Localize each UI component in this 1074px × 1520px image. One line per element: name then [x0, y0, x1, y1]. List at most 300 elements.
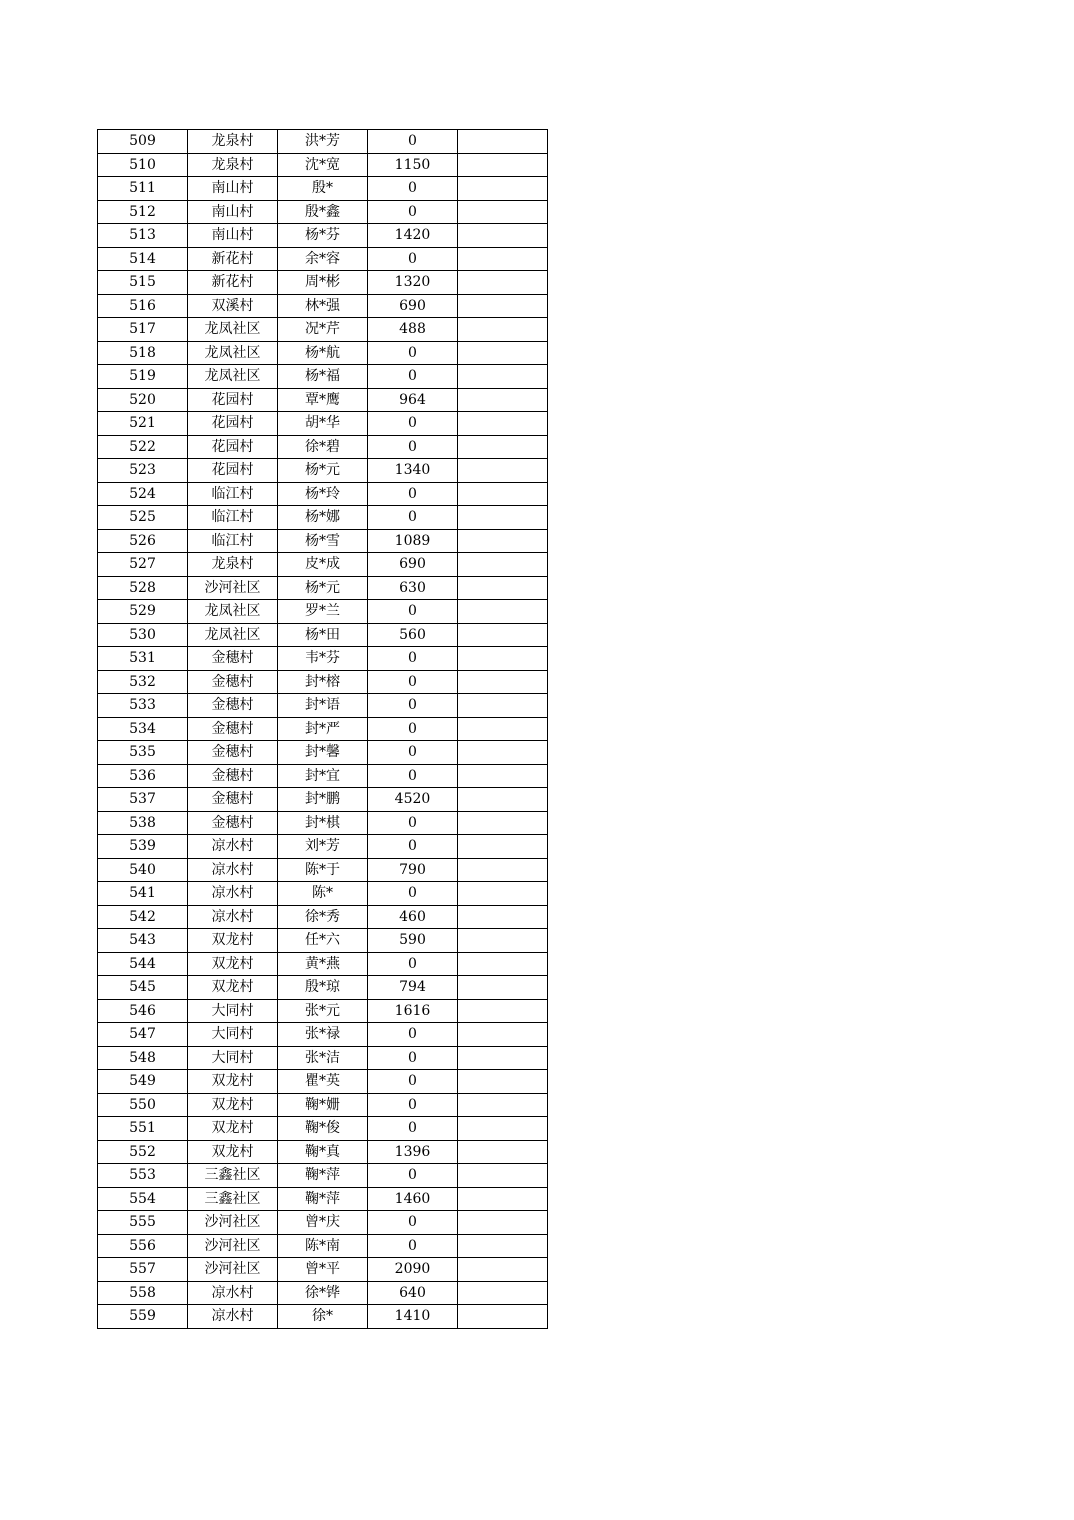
table-row — [98, 858, 548, 882]
table-row — [98, 952, 548, 976]
table-row — [98, 1023, 548, 1047]
amount-cell: 1410 — [368, 1305, 458, 1329]
amount-cell: 790 — [368, 858, 458, 882]
village-cell: 沙河社区 — [188, 1258, 278, 1282]
amount-cell: 690 — [368, 294, 458, 318]
village-cell: 金穗村 — [188, 717, 278, 741]
village-cell: 南山村 — [188, 224, 278, 248]
row-number-cell: 541 — [98, 882, 188, 906]
row-number-cell: 510 — [98, 153, 188, 177]
name-cell: 封*榕 — [278, 670, 368, 694]
remark-cell — [458, 999, 548, 1023]
village-cell: 双龙村 — [188, 929, 278, 953]
remark-cell — [458, 294, 548, 318]
row-number-cell: 527 — [98, 553, 188, 577]
remark-cell — [458, 1187, 548, 1211]
remark-cell — [458, 905, 548, 929]
remark-cell — [458, 858, 548, 882]
amount-cell: 964 — [368, 388, 458, 412]
remark-cell — [458, 529, 548, 553]
remark-cell — [458, 318, 548, 342]
remark-cell — [458, 153, 548, 177]
village-cell: 沙河社区 — [188, 1211, 278, 1235]
table-row — [98, 1140, 548, 1164]
table-row — [98, 294, 548, 318]
remark-cell — [458, 1070, 548, 1094]
name-cell: 洪*芳 — [278, 130, 368, 154]
table-row — [98, 153, 548, 177]
table-row — [98, 1117, 548, 1141]
amount-cell: 0 — [368, 177, 458, 201]
amount-cell: 1420 — [368, 224, 458, 248]
amount-cell: 2090 — [368, 1258, 458, 1282]
table-row — [98, 764, 548, 788]
row-number-cell: 524 — [98, 482, 188, 506]
table-row — [98, 224, 548, 248]
amount-cell: 0 — [368, 247, 458, 271]
row-number-cell: 514 — [98, 247, 188, 271]
name-cell: 杨*娜 — [278, 506, 368, 530]
remark-cell — [458, 835, 548, 859]
name-cell: 覃*鹰 — [278, 388, 368, 412]
table-row — [98, 318, 548, 342]
remark-cell — [458, 506, 548, 530]
village-cell: 金穗村 — [188, 670, 278, 694]
name-cell: 鞠*萍 — [278, 1187, 368, 1211]
table-row — [98, 341, 548, 365]
village-cell: 大同村 — [188, 999, 278, 1023]
amount-cell: 0 — [368, 482, 458, 506]
row-number-cell: 556 — [98, 1234, 188, 1258]
name-cell: 杨*航 — [278, 341, 368, 365]
row-number-cell: 555 — [98, 1211, 188, 1235]
remark-cell — [458, 224, 548, 248]
row-number-cell: 538 — [98, 811, 188, 835]
row-number-cell: 537 — [98, 788, 188, 812]
village-cell: 龙凤社区 — [188, 600, 278, 624]
name-cell: 杨*元 — [278, 576, 368, 600]
amount-cell: 1320 — [368, 271, 458, 295]
village-cell: 新花村 — [188, 271, 278, 295]
table-row — [98, 459, 548, 483]
name-cell: 张*元 — [278, 999, 368, 1023]
remark-cell — [458, 1164, 548, 1188]
amount-cell: 0 — [368, 506, 458, 530]
village-cell: 龙凤社区 — [188, 341, 278, 365]
amount-cell: 0 — [368, 1234, 458, 1258]
row-number-cell: 543 — [98, 929, 188, 953]
remark-cell — [458, 1023, 548, 1047]
row-number-cell: 517 — [98, 318, 188, 342]
name-cell: 殷* — [278, 177, 368, 201]
table-row — [98, 130, 548, 154]
amount-cell: 0 — [368, 1117, 458, 1141]
village-cell: 金穗村 — [188, 694, 278, 718]
village-cell: 临江村 — [188, 506, 278, 530]
name-cell: 张*洁 — [278, 1046, 368, 1070]
amount-cell: 0 — [368, 882, 458, 906]
remark-cell — [458, 694, 548, 718]
name-cell: 鞠*姗 — [278, 1093, 368, 1117]
name-cell: 任*六 — [278, 929, 368, 953]
table-row — [98, 388, 548, 412]
name-cell: 杨*雪 — [278, 529, 368, 553]
table-row — [98, 976, 548, 1000]
table-row — [98, 1305, 548, 1329]
table-row — [98, 741, 548, 765]
name-cell: 殷*鑫 — [278, 200, 368, 224]
village-cell: 三鑫社区 — [188, 1187, 278, 1211]
amount-cell: 690 — [368, 553, 458, 577]
name-cell: 封*宜 — [278, 764, 368, 788]
row-number-cell: 551 — [98, 1117, 188, 1141]
remark-cell — [458, 1093, 548, 1117]
table-row — [98, 788, 548, 812]
table-row — [98, 647, 548, 671]
table-row — [98, 811, 548, 835]
row-number-cell: 509 — [98, 130, 188, 154]
table-row — [98, 1258, 548, 1282]
name-cell: 封*语 — [278, 694, 368, 718]
row-number-cell: 526 — [98, 529, 188, 553]
amount-cell: 1150 — [368, 153, 458, 177]
village-cell: 南山村 — [188, 177, 278, 201]
name-cell: 余*容 — [278, 247, 368, 271]
amount-cell: 1460 — [368, 1187, 458, 1211]
village-cell: 花园村 — [188, 412, 278, 436]
row-number-cell: 548 — [98, 1046, 188, 1070]
village-cell: 临江村 — [188, 529, 278, 553]
village-cell: 新花村 — [188, 247, 278, 271]
village-cell: 沙河社区 — [188, 576, 278, 600]
table-row — [98, 1281, 548, 1305]
table-row — [98, 1234, 548, 1258]
remark-cell — [458, 670, 548, 694]
name-cell: 杨*福 — [278, 365, 368, 389]
row-number-cell: 539 — [98, 835, 188, 859]
remark-cell — [458, 1117, 548, 1141]
remark-cell — [458, 341, 548, 365]
name-cell: 封*严 — [278, 717, 368, 741]
row-number-cell: 554 — [98, 1187, 188, 1211]
remark-cell — [458, 177, 548, 201]
name-cell: 瞿*英 — [278, 1070, 368, 1094]
name-cell: 皮*成 — [278, 553, 368, 577]
village-cell: 龙凤社区 — [188, 365, 278, 389]
village-cell: 凉水村 — [188, 882, 278, 906]
name-cell: 杨*元 — [278, 459, 368, 483]
table-row — [98, 576, 548, 600]
table-row — [98, 905, 548, 929]
remark-cell — [458, 1258, 548, 1282]
remark-cell — [458, 200, 548, 224]
village-cell: 金穗村 — [188, 764, 278, 788]
table-row — [98, 1046, 548, 1070]
table-row — [98, 1187, 548, 1211]
remark-cell — [458, 1140, 548, 1164]
amount-cell: 590 — [368, 929, 458, 953]
row-number-cell: 544 — [98, 952, 188, 976]
village-cell: 金穗村 — [188, 788, 278, 812]
row-number-cell: 534 — [98, 717, 188, 741]
row-number-cell: 557 — [98, 1258, 188, 1282]
village-cell: 金穗村 — [188, 741, 278, 765]
row-number-cell: 536 — [98, 764, 188, 788]
village-cell: 双龙村 — [188, 952, 278, 976]
village-cell: 双龙村 — [188, 1093, 278, 1117]
amount-cell: 0 — [368, 694, 458, 718]
village-cell: 凉水村 — [188, 905, 278, 929]
amount-cell: 0 — [368, 412, 458, 436]
remark-cell — [458, 271, 548, 295]
name-cell: 胡*华 — [278, 412, 368, 436]
village-cell: 龙泉村 — [188, 553, 278, 577]
village-cell: 双溪村 — [188, 294, 278, 318]
remark-cell — [458, 365, 548, 389]
remark-cell — [458, 482, 548, 506]
remark-cell — [458, 741, 548, 765]
row-number-cell: 532 — [98, 670, 188, 694]
row-number-cell: 515 — [98, 271, 188, 295]
table-row — [98, 600, 548, 624]
amount-cell: 0 — [368, 764, 458, 788]
row-number-cell: 528 — [98, 576, 188, 600]
table-row — [98, 1070, 548, 1094]
remark-cell — [458, 553, 548, 577]
remark-cell — [458, 788, 548, 812]
name-cell: 曾*平 — [278, 1258, 368, 1282]
row-number-cell: 549 — [98, 1070, 188, 1094]
row-number-cell: 531 — [98, 647, 188, 671]
village-cell: 龙凤社区 — [188, 623, 278, 647]
amount-cell: 0 — [368, 341, 458, 365]
amount-cell: 488 — [368, 318, 458, 342]
remark-cell — [458, 576, 548, 600]
village-cell: 大同村 — [188, 1046, 278, 1070]
name-cell: 封*棋 — [278, 811, 368, 835]
village-cell: 凉水村 — [188, 835, 278, 859]
data-table — [97, 129, 548, 1329]
row-number-cell: 516 — [98, 294, 188, 318]
village-cell: 金穗村 — [188, 647, 278, 671]
name-cell: 陈* — [278, 882, 368, 906]
name-cell: 鞠*萍 — [278, 1164, 368, 1188]
name-cell: 周*彬 — [278, 271, 368, 295]
row-number-cell: 523 — [98, 459, 188, 483]
table-row — [98, 694, 548, 718]
table-row — [98, 482, 548, 506]
amount-cell: 0 — [368, 200, 458, 224]
name-cell: 封*馨 — [278, 741, 368, 765]
table-row — [98, 412, 548, 436]
table-row — [98, 670, 548, 694]
amount-cell: 794 — [368, 976, 458, 1000]
amount-cell: 0 — [368, 1046, 458, 1070]
amount-cell: 640 — [368, 1281, 458, 1305]
name-cell: 徐*秀 — [278, 905, 368, 929]
amount-cell: 0 — [368, 717, 458, 741]
remark-cell — [458, 929, 548, 953]
name-cell: 徐*铧 — [278, 1281, 368, 1305]
table-row — [98, 623, 548, 647]
table-row — [98, 271, 548, 295]
name-cell: 张*禄 — [278, 1023, 368, 1047]
amount-cell: 0 — [368, 1164, 458, 1188]
remark-cell — [458, 1234, 548, 1258]
amount-cell: 1089 — [368, 529, 458, 553]
village-cell: 三鑫社区 — [188, 1164, 278, 1188]
village-cell: 大同村 — [188, 1023, 278, 1047]
table-row — [98, 835, 548, 859]
village-cell: 凉水村 — [188, 1305, 278, 1329]
amount-cell: 460 — [368, 905, 458, 929]
remark-cell — [458, 1281, 548, 1305]
amount-cell: 0 — [368, 952, 458, 976]
village-cell: 花园村 — [188, 435, 278, 459]
name-cell: 沈*宽 — [278, 153, 368, 177]
village-cell: 双龙村 — [188, 976, 278, 1000]
remark-cell — [458, 1211, 548, 1235]
table-row — [98, 177, 548, 201]
name-cell: 杨*芬 — [278, 224, 368, 248]
row-number-cell: 519 — [98, 365, 188, 389]
remark-cell — [458, 435, 548, 459]
row-number-cell: 552 — [98, 1140, 188, 1164]
remark-cell — [458, 882, 548, 906]
amount-cell: 0 — [368, 1211, 458, 1235]
row-number-cell: 546 — [98, 999, 188, 1023]
table-row — [98, 929, 548, 953]
table-row — [98, 999, 548, 1023]
row-number-cell: 530 — [98, 623, 188, 647]
table-row — [98, 247, 548, 271]
remark-cell — [458, 976, 548, 1000]
row-number-cell: 553 — [98, 1164, 188, 1188]
village-cell: 凉水村 — [188, 1281, 278, 1305]
name-cell: 徐*碧 — [278, 435, 368, 459]
name-cell: 杨*玲 — [278, 482, 368, 506]
table-row — [98, 365, 548, 389]
remark-cell — [458, 412, 548, 436]
village-cell: 双龙村 — [188, 1070, 278, 1094]
table-row — [98, 553, 548, 577]
row-number-cell: 521 — [98, 412, 188, 436]
table-row — [98, 882, 548, 906]
row-number-cell: 518 — [98, 341, 188, 365]
name-cell: 封*鹏 — [278, 788, 368, 812]
remark-cell — [458, 1046, 548, 1070]
row-number-cell: 559 — [98, 1305, 188, 1329]
remark-cell — [458, 1305, 548, 1329]
table-row — [98, 1093, 548, 1117]
remark-cell — [458, 717, 548, 741]
amount-cell: 0 — [368, 435, 458, 459]
remark-cell — [458, 459, 548, 483]
row-number-cell: 533 — [98, 694, 188, 718]
table-row — [98, 435, 548, 459]
village-cell: 金穗村 — [188, 811, 278, 835]
amount-cell: 0 — [368, 365, 458, 389]
amount-cell: 0 — [368, 741, 458, 765]
name-cell: 杨*田 — [278, 623, 368, 647]
remark-cell — [458, 952, 548, 976]
row-number-cell: 545 — [98, 976, 188, 1000]
table-row — [98, 506, 548, 530]
remark-cell — [458, 247, 548, 271]
remark-cell — [458, 600, 548, 624]
amount-cell: 630 — [368, 576, 458, 600]
name-cell: 徐* — [278, 1305, 368, 1329]
amount-cell: 0 — [368, 1023, 458, 1047]
row-number-cell: 529 — [98, 600, 188, 624]
amount-cell: 0 — [368, 1093, 458, 1117]
name-cell: 刘*芳 — [278, 835, 368, 859]
village-cell: 龙泉村 — [188, 153, 278, 177]
amount-cell: 1396 — [368, 1140, 458, 1164]
row-number-cell: 511 — [98, 177, 188, 201]
row-number-cell: 540 — [98, 858, 188, 882]
table-row — [98, 1164, 548, 1188]
village-cell: 龙凤社区 — [188, 318, 278, 342]
amount-cell: 0 — [368, 1070, 458, 1094]
row-number-cell: 535 — [98, 741, 188, 765]
amount-cell: 4520 — [368, 788, 458, 812]
amount-cell: 0 — [368, 835, 458, 859]
amount-cell: 0 — [368, 811, 458, 835]
village-cell: 双龙村 — [188, 1117, 278, 1141]
name-cell: 况*芹 — [278, 318, 368, 342]
row-number-cell: 525 — [98, 506, 188, 530]
remark-cell — [458, 647, 548, 671]
name-cell: 陈*于 — [278, 858, 368, 882]
name-cell: 韦*芬 — [278, 647, 368, 671]
table-row — [98, 200, 548, 224]
village-cell: 双龙村 — [188, 1140, 278, 1164]
table-row — [98, 1211, 548, 1235]
name-cell: 曾*庆 — [278, 1211, 368, 1235]
row-number-cell: 522 — [98, 435, 188, 459]
name-cell: 林*强 — [278, 294, 368, 318]
name-cell: 黄*燕 — [278, 952, 368, 976]
name-cell: 鞠*真 — [278, 1140, 368, 1164]
row-number-cell: 513 — [98, 224, 188, 248]
name-cell: 陈*南 — [278, 1234, 368, 1258]
table-body — [98, 130, 548, 1329]
remark-cell — [458, 623, 548, 647]
village-cell: 沙河社区 — [188, 1234, 278, 1258]
row-number-cell: 550 — [98, 1093, 188, 1117]
name-cell: 鞠*俊 — [278, 1117, 368, 1141]
row-number-cell: 542 — [98, 905, 188, 929]
table-row — [98, 529, 548, 553]
row-number-cell: 520 — [98, 388, 188, 412]
row-number-cell: 558 — [98, 1281, 188, 1305]
amount-cell: 0 — [368, 647, 458, 671]
remark-cell — [458, 764, 548, 788]
village-cell: 龙泉村 — [188, 130, 278, 154]
amount-cell: 1616 — [368, 999, 458, 1023]
remark-cell — [458, 130, 548, 154]
remark-cell — [458, 388, 548, 412]
village-cell: 临江村 — [188, 482, 278, 506]
village-cell: 凉水村 — [188, 858, 278, 882]
table-row — [98, 717, 548, 741]
amount-cell: 0 — [368, 130, 458, 154]
name-cell: 罗*兰 — [278, 600, 368, 624]
amount-cell: 0 — [368, 670, 458, 694]
village-cell: 南山村 — [188, 200, 278, 224]
amount-cell: 1340 — [368, 459, 458, 483]
